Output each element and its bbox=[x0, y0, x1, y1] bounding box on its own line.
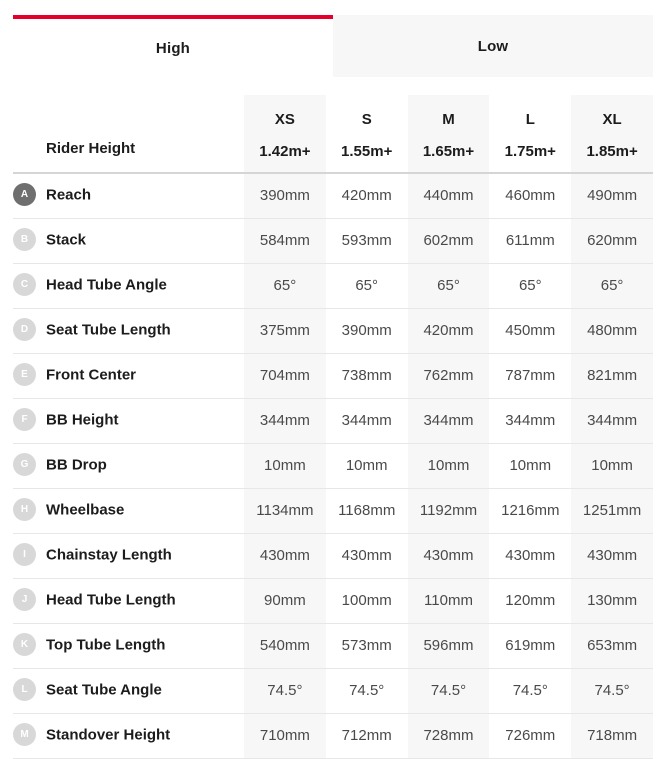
value-cell: 704mm bbox=[244, 353, 326, 398]
value-cell: 710mm bbox=[244, 713, 326, 758]
size-rider-height: 1.55m+ bbox=[341, 143, 393, 160]
value-cell: 593mm bbox=[326, 218, 408, 263]
value-cell: 10mm bbox=[489, 443, 571, 488]
tab-high[interactable]: High bbox=[13, 15, 333, 77]
value-cell: 65° bbox=[408, 263, 490, 308]
value-cell: 620mm bbox=[571, 218, 653, 263]
value-cell: 430mm bbox=[408, 533, 490, 578]
measurement-label-cell bbox=[13, 488, 244, 533]
table-row bbox=[13, 623, 653, 668]
value-cell: 573mm bbox=[326, 623, 408, 668]
measurement-label: Chainstay Length bbox=[46, 546, 172, 564]
row-letter-badge: L bbox=[13, 678, 36, 701]
value-cell: 1168mm bbox=[326, 488, 408, 533]
value-cell: 596mm bbox=[408, 623, 490, 668]
value-cell: 120mm bbox=[489, 578, 571, 623]
value-cell: 430mm bbox=[571, 533, 653, 578]
value-cell: 344mm bbox=[571, 398, 653, 443]
value-cell: 74.5° bbox=[571, 668, 653, 713]
size-column-header-l bbox=[489, 95, 571, 173]
value-cell: 10mm bbox=[571, 443, 653, 488]
value-cell: 74.5° bbox=[408, 668, 490, 713]
value-cell: 430mm bbox=[326, 533, 408, 578]
size-column-header-m bbox=[408, 95, 490, 173]
size-rider-height: 1.75m+ bbox=[504, 143, 556, 160]
table-row bbox=[13, 578, 653, 623]
value-cell: 450mm bbox=[489, 308, 571, 353]
row-letter-badge: J bbox=[13, 588, 36, 611]
size-name: XS bbox=[274, 111, 295, 128]
measurement-label-cell bbox=[13, 173, 244, 218]
measurement-label-cell bbox=[13, 308, 244, 353]
measurement-label-cell bbox=[13, 578, 244, 623]
value-cell: 584mm bbox=[244, 218, 326, 263]
value-cell: 420mm bbox=[326, 173, 408, 218]
measurement-label: Head Tube Length bbox=[46, 591, 176, 609]
value-cell: 430mm bbox=[244, 533, 326, 578]
value-cell: 490mm bbox=[571, 173, 653, 218]
value-cell: 90mm bbox=[244, 578, 326, 623]
measurement-label: Wheelbase bbox=[46, 501, 125, 519]
value-cell: 718mm bbox=[571, 713, 653, 758]
value-cell: 65° bbox=[326, 263, 408, 308]
table-row bbox=[13, 713, 653, 758]
measurement-label: Front Center bbox=[46, 366, 136, 384]
size-rider-height: 1.65m+ bbox=[422, 143, 475, 160]
geometry-table bbox=[13, 95, 653, 759]
row-letter-badge: A bbox=[13, 183, 36, 206]
value-cell: 65° bbox=[244, 263, 326, 308]
row-letter-badge: K bbox=[13, 633, 36, 656]
value-cell: 74.5° bbox=[489, 668, 571, 713]
value-cell: 65° bbox=[489, 263, 571, 308]
row-letter-badge: C bbox=[13, 273, 36, 296]
size-rider-height: 1.42m+ bbox=[259, 143, 311, 160]
table-row bbox=[13, 668, 653, 713]
size-column-header-xl bbox=[571, 95, 653, 173]
value-cell: 344mm bbox=[244, 398, 326, 443]
table-row bbox=[13, 173, 653, 218]
value-cell: 74.5° bbox=[326, 668, 408, 713]
value-cell: 130mm bbox=[571, 578, 653, 623]
measurement-label-cell bbox=[13, 443, 244, 488]
measurement-label-cell bbox=[13, 398, 244, 443]
value-cell: 100mm bbox=[326, 578, 408, 623]
measurement-label: Stack bbox=[46, 231, 87, 249]
value-cell: 375mm bbox=[244, 308, 326, 353]
size-column-header-xs bbox=[244, 95, 326, 173]
measurement-label: Head Tube Angle bbox=[46, 276, 167, 294]
measurement-label-cell bbox=[13, 263, 244, 308]
value-cell: 821mm bbox=[571, 353, 653, 398]
value-cell: 110mm bbox=[408, 578, 490, 623]
measurement-label: Seat Tube Angle bbox=[46, 681, 162, 699]
value-cell: 430mm bbox=[489, 533, 571, 578]
measurement-label: BB Drop bbox=[46, 456, 107, 474]
measurement-label-cell bbox=[13, 713, 244, 758]
row-letter-badge: D bbox=[13, 318, 36, 341]
value-cell: 10mm bbox=[244, 443, 326, 488]
value-cell: 787mm bbox=[489, 353, 571, 398]
value-cell: 460mm bbox=[489, 173, 571, 218]
value-cell: 540mm bbox=[244, 623, 326, 668]
value-cell: 10mm bbox=[326, 443, 408, 488]
row-letter-badge: E bbox=[13, 363, 36, 386]
value-cell: 1134mm bbox=[244, 488, 326, 533]
value-cell: 480mm bbox=[571, 308, 653, 353]
value-cell: 611mm bbox=[489, 218, 571, 263]
measurement-label: Seat Tube Length bbox=[46, 321, 171, 339]
value-cell: 653mm bbox=[571, 623, 653, 668]
table-row bbox=[13, 308, 653, 353]
measurement-label: BB Height bbox=[46, 411, 119, 429]
value-cell: 10mm bbox=[408, 443, 490, 488]
table-row bbox=[13, 533, 653, 578]
measurement-label-cell bbox=[13, 353, 244, 398]
size-name: XL bbox=[602, 111, 622, 128]
row-letter-badge: H bbox=[13, 498, 36, 521]
table-row bbox=[13, 263, 653, 308]
value-cell: 619mm bbox=[489, 623, 571, 668]
value-cell: 74.5° bbox=[244, 668, 326, 713]
value-cell: 440mm bbox=[408, 173, 490, 218]
measurement-label-cell bbox=[13, 218, 244, 263]
size-name: L bbox=[525, 111, 535, 128]
value-cell: 762mm bbox=[408, 353, 490, 398]
measurement-label: Reach bbox=[46, 186, 92, 204]
value-cell: 738mm bbox=[326, 353, 408, 398]
measurement-label: Top Tube Length bbox=[46, 636, 166, 654]
size-column-header-s bbox=[326, 95, 408, 173]
value-cell: 1251mm bbox=[571, 488, 653, 533]
row-letter-badge: G bbox=[13, 453, 36, 476]
value-cell: 726mm bbox=[489, 713, 571, 758]
size-name: S bbox=[361, 111, 372, 128]
measurement-label-cell bbox=[13, 533, 244, 578]
table-row bbox=[13, 443, 653, 488]
rider-height-label: Rider Height bbox=[13, 95, 244, 173]
value-cell: 602mm bbox=[408, 218, 490, 263]
value-cell: 728mm bbox=[408, 713, 490, 758]
value-cell: 1192mm bbox=[408, 488, 490, 533]
measurement-label-cell bbox=[13, 668, 244, 713]
value-cell: 420mm bbox=[408, 308, 490, 353]
value-cell: 65° bbox=[571, 263, 653, 308]
size-header-row bbox=[13, 95, 653, 173]
value-cell: 712mm bbox=[326, 713, 408, 758]
value-cell: 390mm bbox=[244, 173, 326, 218]
table-row bbox=[13, 218, 653, 263]
measurement-label-cell bbox=[13, 623, 244, 668]
value-cell: 344mm bbox=[408, 398, 490, 443]
tab-low[interactable]: Low bbox=[333, 15, 653, 77]
table-row bbox=[13, 398, 653, 443]
value-cell: 344mm bbox=[489, 398, 571, 443]
row-letter-badge: B bbox=[13, 228, 36, 251]
row-letter-badge: F bbox=[13, 408, 36, 431]
size-name: M bbox=[442, 111, 455, 128]
table-row bbox=[13, 488, 653, 533]
value-cell: 344mm bbox=[326, 398, 408, 443]
value-cell: 390mm bbox=[326, 308, 408, 353]
table-row bbox=[13, 353, 653, 398]
row-letter-badge: I bbox=[13, 543, 36, 566]
measurement-label: Standover Height bbox=[46, 726, 171, 744]
value-cell: 1216mm bbox=[489, 488, 571, 533]
geometry-mode-tabs bbox=[13, 15, 653, 77]
size-rider-height: 1.85m+ bbox=[586, 143, 638, 160]
row-letter-badge: M bbox=[13, 723, 36, 746]
